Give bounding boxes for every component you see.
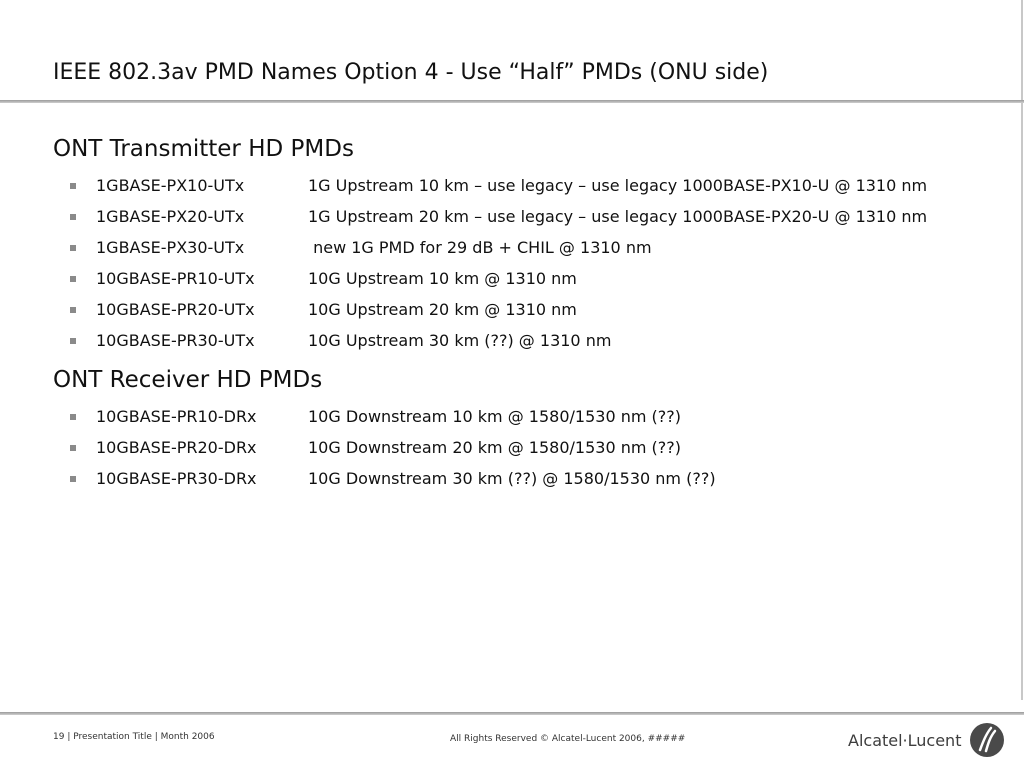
square-bullet-icon bbox=[70, 307, 76, 313]
pmd-description: 1G Upstream 10 km – use legacy – use legacy 1000BASE-PX10-U @ 1310 nm bbox=[308, 176, 928, 195]
pmd-description: 10G Downstream 30 km (??) @ 1580/1530 nm (??) bbox=[308, 469, 716, 488]
square-bullet-icon bbox=[70, 276, 76, 282]
square-bullet-icon bbox=[70, 245, 76, 251]
pmd-name: 10GBASE-PR10-UTx bbox=[96, 269, 255, 288]
square-bullet-icon bbox=[70, 476, 76, 482]
alcatel-lucent-logo-icon bbox=[969, 722, 1005, 758]
pmd-description: 10G Downstream 10 km @ 1580/1530 nm (??) bbox=[308, 407, 681, 426]
square-bullet-icon bbox=[70, 338, 76, 344]
square-bullet-icon bbox=[70, 445, 76, 451]
logo-wordmark: Alcatel·Lucent bbox=[848, 730, 962, 750]
pmd-name: 10GBASE-PR10-DRx bbox=[96, 407, 257, 426]
footer-slide-info: 19 | Presentation Title | Month 2006 bbox=[53, 732, 215, 742]
pmd-name: 10GBASE-PR20-UTx bbox=[96, 300, 255, 319]
pmd-name: 1GBASE-PX20-UTx bbox=[96, 207, 245, 226]
pmd-description: 10G Downstream 20 km @ 1580/1530 nm (??) bbox=[308, 438, 681, 457]
section-heading-transmitter: ONT Transmitter HD PMDs bbox=[53, 136, 354, 162]
right-edge-rule bbox=[1021, 0, 1023, 700]
pmd-description: 1G Upstream 20 km – use legacy – use legacy 1000BASE-PX20-U @ 1310 nm bbox=[308, 207, 928, 226]
footer-divider bbox=[0, 712, 1024, 715]
company-logo bbox=[848, 722, 1005, 758]
pmd-name: 10GBASE-PR30-UTx bbox=[96, 331, 255, 350]
footer-copyright: All Rights Reserved © Alcatel-Lucent 2006, ##### bbox=[450, 734, 686, 744]
slide-title: IEEE 802.3av PMD Names Option 4 - Use “Half” PMDs (ONU side) bbox=[53, 60, 769, 85]
pmd-name: 1GBASE-PX10-UTx bbox=[96, 176, 245, 195]
square-bullet-icon bbox=[70, 183, 76, 189]
pmd-description: 10G Upstream 10 km @ 1310 nm bbox=[308, 269, 577, 288]
square-bullet-icon bbox=[70, 414, 76, 420]
title-divider bbox=[0, 100, 1024, 103]
pmd-description: 10G Upstream 30 km (??) @ 1310 nm bbox=[308, 331, 612, 350]
pmd-name: 10GBASE-PR20-DRx bbox=[96, 438, 257, 457]
square-bullet-icon bbox=[70, 214, 76, 220]
pmd-description: 10G Upstream 20 km @ 1310 nm bbox=[308, 300, 577, 319]
pmd-name: 1GBASE-PX30-UTx bbox=[96, 238, 245, 257]
pmd-description: new 1G PMD for 29 dB + CHIL @ 1310 nm bbox=[308, 238, 652, 257]
pmd-name: 10GBASE-PR30-DRx bbox=[96, 469, 257, 488]
section-heading-receiver: ONT Receiver HD PMDs bbox=[53, 367, 323, 393]
